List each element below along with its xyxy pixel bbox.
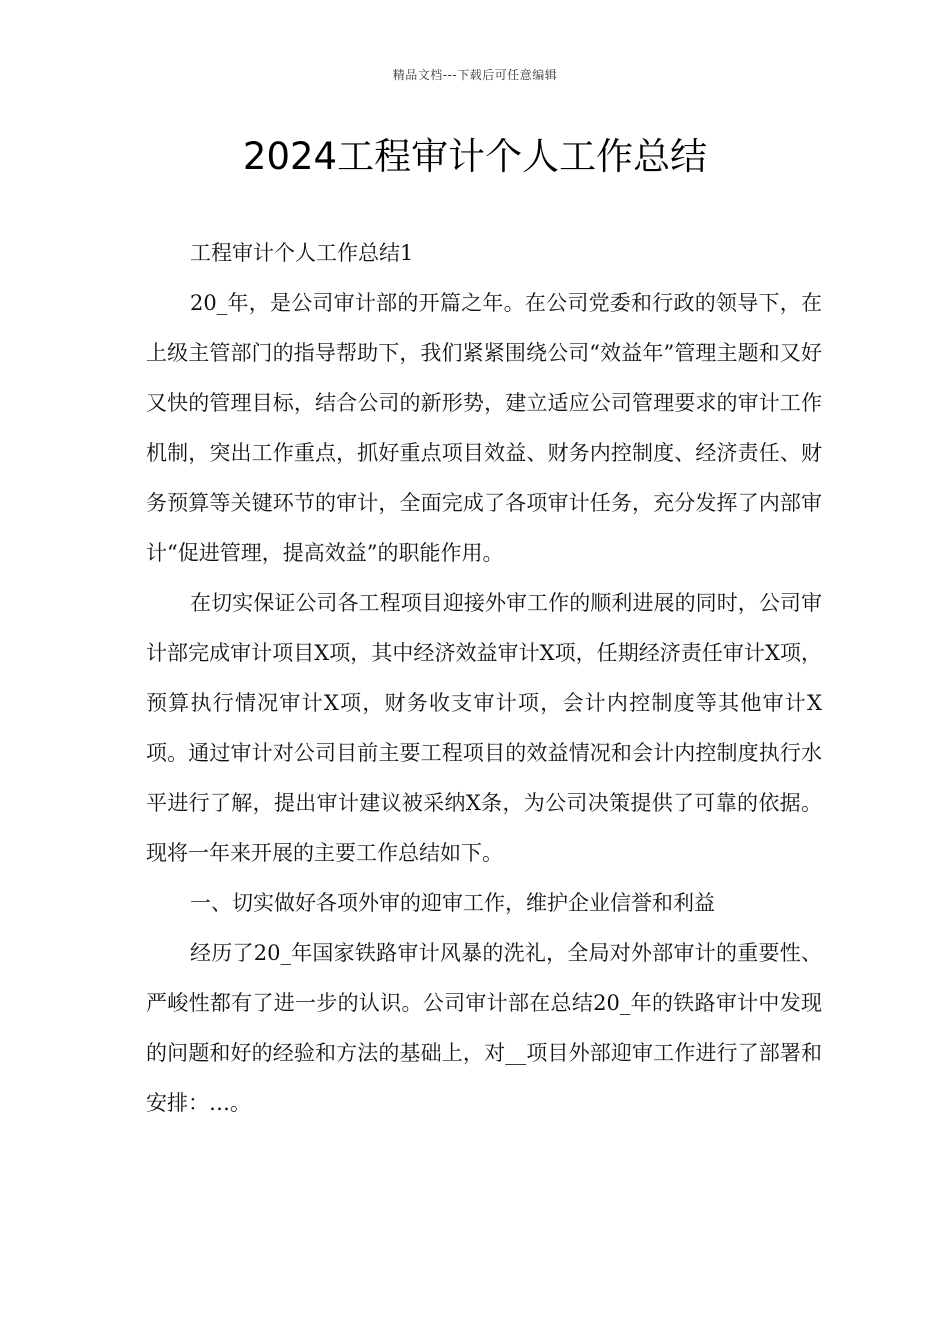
section-heading-1: 工程审计个人工作总结1 xyxy=(190,241,414,265)
paragraph-summary: 在切实保证公司各工程项目迎接外审工作的顺利进展的同时，公司审计部完成审计项目X项，其中经济效益审计X项，任期经济责任审计X项，预算执行情况审计X项，财务收支审计项，会计内控制度等其他审计X项。通过审计对公司目前主要工程项目的效益情况和会计内控制度执行水平进行了解，提出审计建议被采纳X条，为公司决策提供了可靠的依据。现将一年来开展的主要工作总结如下。 xyxy=(146,591,822,865)
paragraph-external-audit: 经历了20_年国家铁路审计风暴的洗礼，全局对外部审计的重要性、严峻性都有了进一步的认识。公司审计部在总结20_年的铁路审计中发现的问题和好的经验和方法的基础上，对__项目外部迎审工作进行了部署和安排：…。 xyxy=(146,941,822,1115)
header-note: 精品文档---下载后可任意编辑 xyxy=(392,68,558,82)
paragraph-intro: 20_年，是公司审计部的开篇之年。在公司党委和行政的领导下，在上级主管部门的指导帮助下，我们紧紧围绕公司“效益年”管理主题和又好又快的管理目标，结合公司的新形势，建立适应公司管理要求的审计工作机制，突出工作重点，抓好重点项目效益、财务内控制度、经济责任、财务预算等关键环节的审计，全面完成了各项审计任务，充分发挥了内部审计“促进管理，提高效益”的职能作用。 xyxy=(146,291,822,565)
document-title: 2024工程审计个人工作总结 xyxy=(242,135,708,178)
section-heading-external-audit: 一、切实做好各项外审的迎审工作，维护企业信誉和利益 xyxy=(190,891,715,915)
document-body xyxy=(146,228,822,1128)
